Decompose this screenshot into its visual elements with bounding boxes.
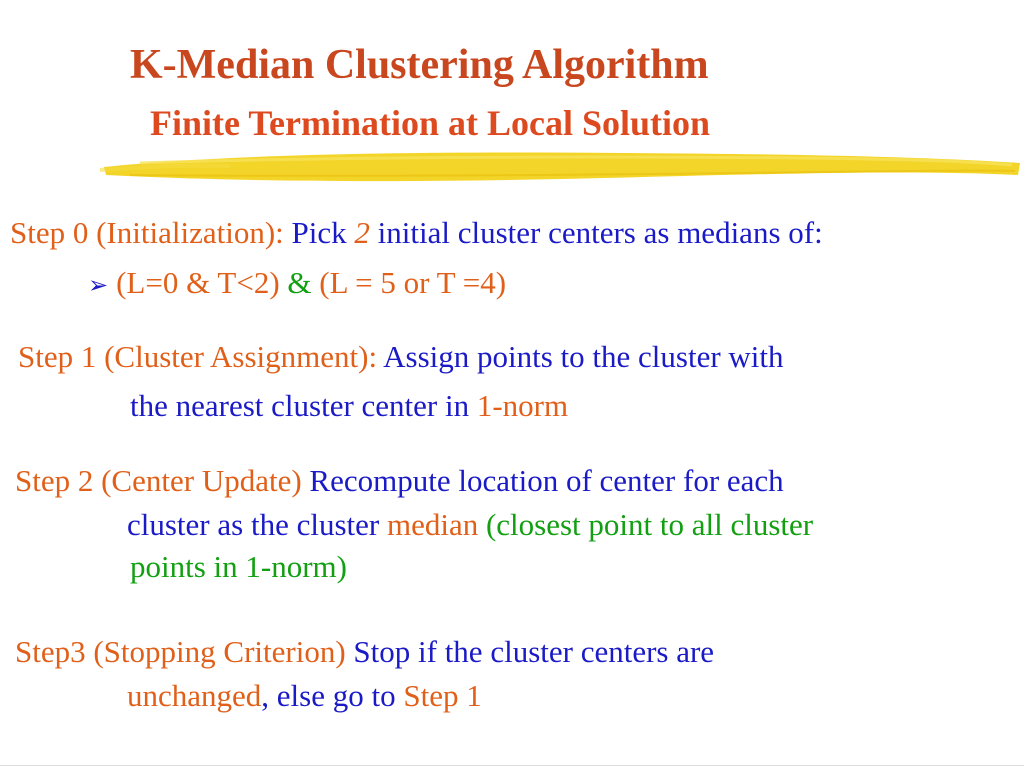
step0-text-a: Pick [283,215,355,250]
step1-line2-b: 1-norm [476,388,569,423]
step2-line3-text: points in 1-norm) [130,549,347,584]
step3-line2-b: , else go to [261,678,404,713]
step1-line1 [18,338,784,375]
step0-bullet-amp: & [287,265,312,300]
step3-line1 [15,633,714,670]
step0-text-b: initial cluster centers as medians of: [369,215,823,250]
step2-line3 [130,548,347,585]
step2-label: Step 2 (Center Update) [15,463,302,498]
step2-line1 [15,462,784,499]
step2-line2-c: (closest point to all cluster [478,507,814,542]
step0-bullet-line [88,264,506,301]
step3-line2-c: Step 1 [403,678,482,713]
step3-label: Step3 (Stopping Criterion) [15,634,346,669]
step3-line2 [127,677,482,714]
step1-text-a: Assign points to the cluster with [377,339,784,374]
step1-line2 [130,387,568,424]
step0-line [10,214,823,251]
step2-line2-a: cluster as the cluster [127,507,387,542]
step0-bullet-part1: (L=0 & T<2) [116,265,288,300]
step1-line2-a: the nearest cluster center in [130,388,477,423]
slide-subtitle: Finite Termination at Local Solution [150,103,711,143]
step0-number: 2 [354,215,370,250]
step2-line2-b: median [386,507,479,542]
step1-label: Step 1 (Cluster Assignment): [18,339,378,374]
step2-text-a: Recompute location of center for each [301,463,784,498]
step0-label: Step 0 (Initialization): [10,215,284,250]
slide-title: K-Median Clustering Algorithm [130,42,709,88]
highlighter-stroke-decoration [100,145,1024,190]
footer-divider [0,765,1024,766]
arrowhead-bullet-icon: ➢ [88,273,109,299]
step0-bullet-part2: (L = 5 or T =4) [311,265,507,300]
step3-line2-a: unchanged [127,678,262,713]
step2-line2 [127,506,813,543]
step3-text-a: Stop if the cluster centers are [345,634,715,669]
